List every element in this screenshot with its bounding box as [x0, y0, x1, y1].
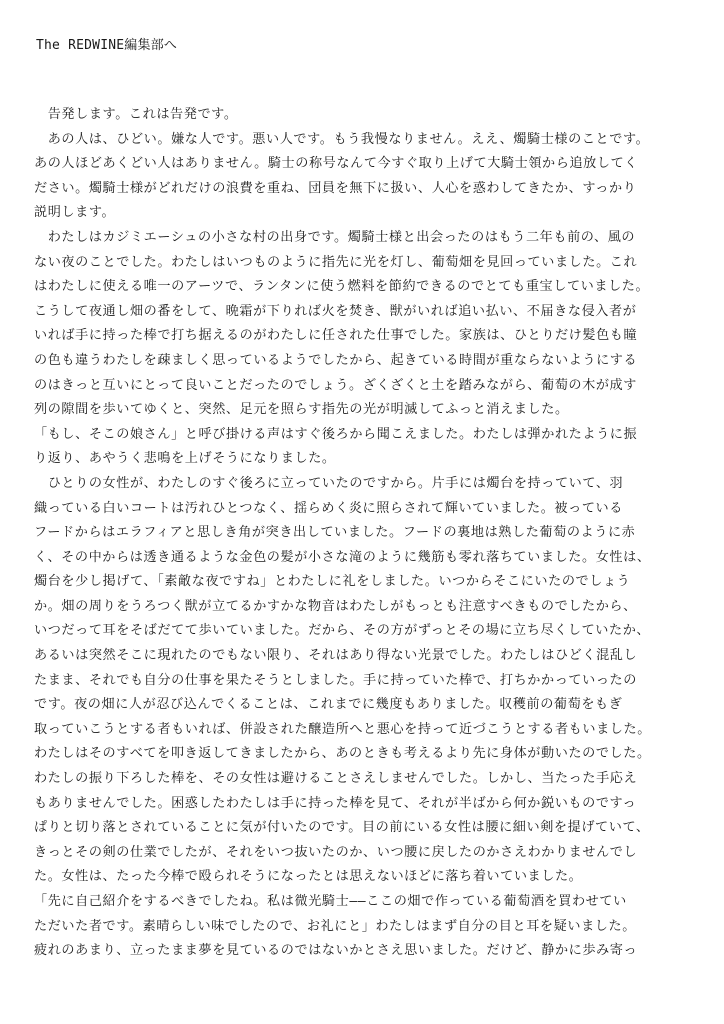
text-line: わたしの振り下ろした棒を、その女性は避けることさえしませんでした。しかし、当たった手応え [34, 771, 638, 787]
text-line: たまま、それでも自分の仕事を果たそうとしました。手に持っていた棒で、打ちかかっていったの [34, 672, 637, 688]
text-line: 「もし、そこの娘さん」と呼び掛ける声はすぐ後ろから聞こえました。わたしは弾かれたように振 [34, 426, 638, 442]
text-line: 疲れのあまり、立ったまま夢を見ているのではないかとさえ思いました。だけど、静かに歩み寄っ [34, 943, 638, 959]
text-line: 燭台を少し掲げて、「素敵な夜ですね」とわたしに礼をしました。いつからそこにいたのでしょう [34, 574, 631, 590]
text-line: あの人は、ひどい。嫌な人です。悪い人です。もう我慢なりません。ええ、燭騎士様のことです。 [34, 131, 650, 147]
text-line: わたしはそのすべてを叩き返してきましたから、あのときも考えるより先に身体が動いたのでした。 [34, 746, 651, 762]
text-line: 「先に自己紹介をするべきでしたね。私は微光騎士――ここの畑で作っている葡萄酒を買わせてい [34, 894, 627, 909]
text-line: いつだって耳をそばだてて歩いていました。だから、その方がずっとその場に立ち尽くしていたか、 [34, 623, 651, 639]
text-line: です。夜の畑に人が忍び込んでくることは、これまでに幾度もありました。収穫前の葡萄をもぎ [34, 697, 623, 713]
text-line: あの人ほどあくどい人はありません。騎士の称号なんて今すぐ取り上げて大騎士領から追放してく [34, 156, 639, 172]
text-line: はわたしに使える唯一のアーツで、ランタンに使う燃料を節約できるのでとても重宝していました。 [34, 279, 650, 295]
text-line: 告発します。これは告発です。 [34, 107, 238, 122]
text-line: のはきっと互いにとって良いことだったのでしょう。ざくざくと土を踏みながら、葡萄の木が成す [34, 377, 637, 393]
letter-body [34, 103, 694, 964]
text-line: ない夜のことでした。わたしはいつものように指先に光を灯し、葡萄畑を見回っていました。これ [34, 254, 638, 270]
text-line: く、その中からは透き通るような金色の髪が小さな滝のように幾筋も零れ落ちていました。女性は、 [34, 549, 651, 565]
text-line: ただいた者です。素晴らしい味でしたので、お礼にと」わたしはまず自分の目と耳を疑いました。 [34, 918, 636, 934]
letter-header: The REDWINE編集部へ [36, 38, 178, 53]
text-line: いれば手に持った棒で打ち据えるのがわたしに任された仕事でした。家族は、ひとりだけ髪色も瞳 [34, 328, 638, 344]
text-line: ぱりと切り落とされていることに気が付いたのです。目の前にいる女性は腰に細い剣を提げていて、 [34, 820, 650, 836]
text-line: あるいは突然そこに現れたのでもない限り、それはあり得ない光景でした。わたしはひどく混乱し [34, 648, 638, 664]
text-line: の色も違うわたしを疎ましく思っているようでしたから、起きている時間が重ならないようにする [34, 352, 638, 368]
text-line: か。畑の周りをうろつく獣が立てるかすかな物音はわたしがもっとも注意すべきものでしたから、 [34, 598, 637, 614]
text-line: ださい。燭騎士様がどれだけの浪費を重ね、団員を無下に扱い、人心を惑わしてきたか、すっかり [34, 180, 637, 196]
text-line: こうして夜通し畑の番をして、晩霜が下りれば火を焚き、獣がいれば追い払い、不届きな侵入者が [34, 303, 637, 319]
text-line: ひとりの女性が、わたしのすぐ後ろに立っていたのですから。片手には燭台を持っていて、羽 [34, 475, 624, 491]
text-line: 列の隙間を歩いてゆくと、突然、足元を照らす指先の光が明滅してふっと消えました。 [34, 402, 569, 418]
text-line: もありませんでした。困惑したわたしは手に持った棒を見て、それが半ばから何か鋭いものですっ [34, 795, 637, 811]
text-line: り返り、あやうく悲鳴を上げそうになりました。 [34, 451, 336, 467]
text-line: 説明します。 [34, 205, 116, 221]
text-line: きっとその剣の仕業でしたが、それをいつ抜いたのか、いつ腰に戻したのかさえわかりませんでし [34, 844, 638, 860]
text-line: フードからはエラフィアと思しき角が突き出していました。フードの裏地は熟した葡萄のように赤 [34, 525, 636, 541]
text-line: わたしはカジミエーシュの小さな村の出身です。燭騎士様と出会ったのはもう二年も前の、風の [34, 229, 636, 245]
text-line: た。女性は、たった今棒で殴られそうになったとは思えないほどに落ち着いていました。 [34, 869, 583, 885]
text-line: 取っていこうとする者もいれば、併設された醸造所へと悪心を持って近づこうとする者もいました。 [34, 721, 651, 737]
text-line: 織っている白いコートは汚れひとつなく、揺らめく炎に照らされて輝いていました。被っている [34, 500, 623, 516]
